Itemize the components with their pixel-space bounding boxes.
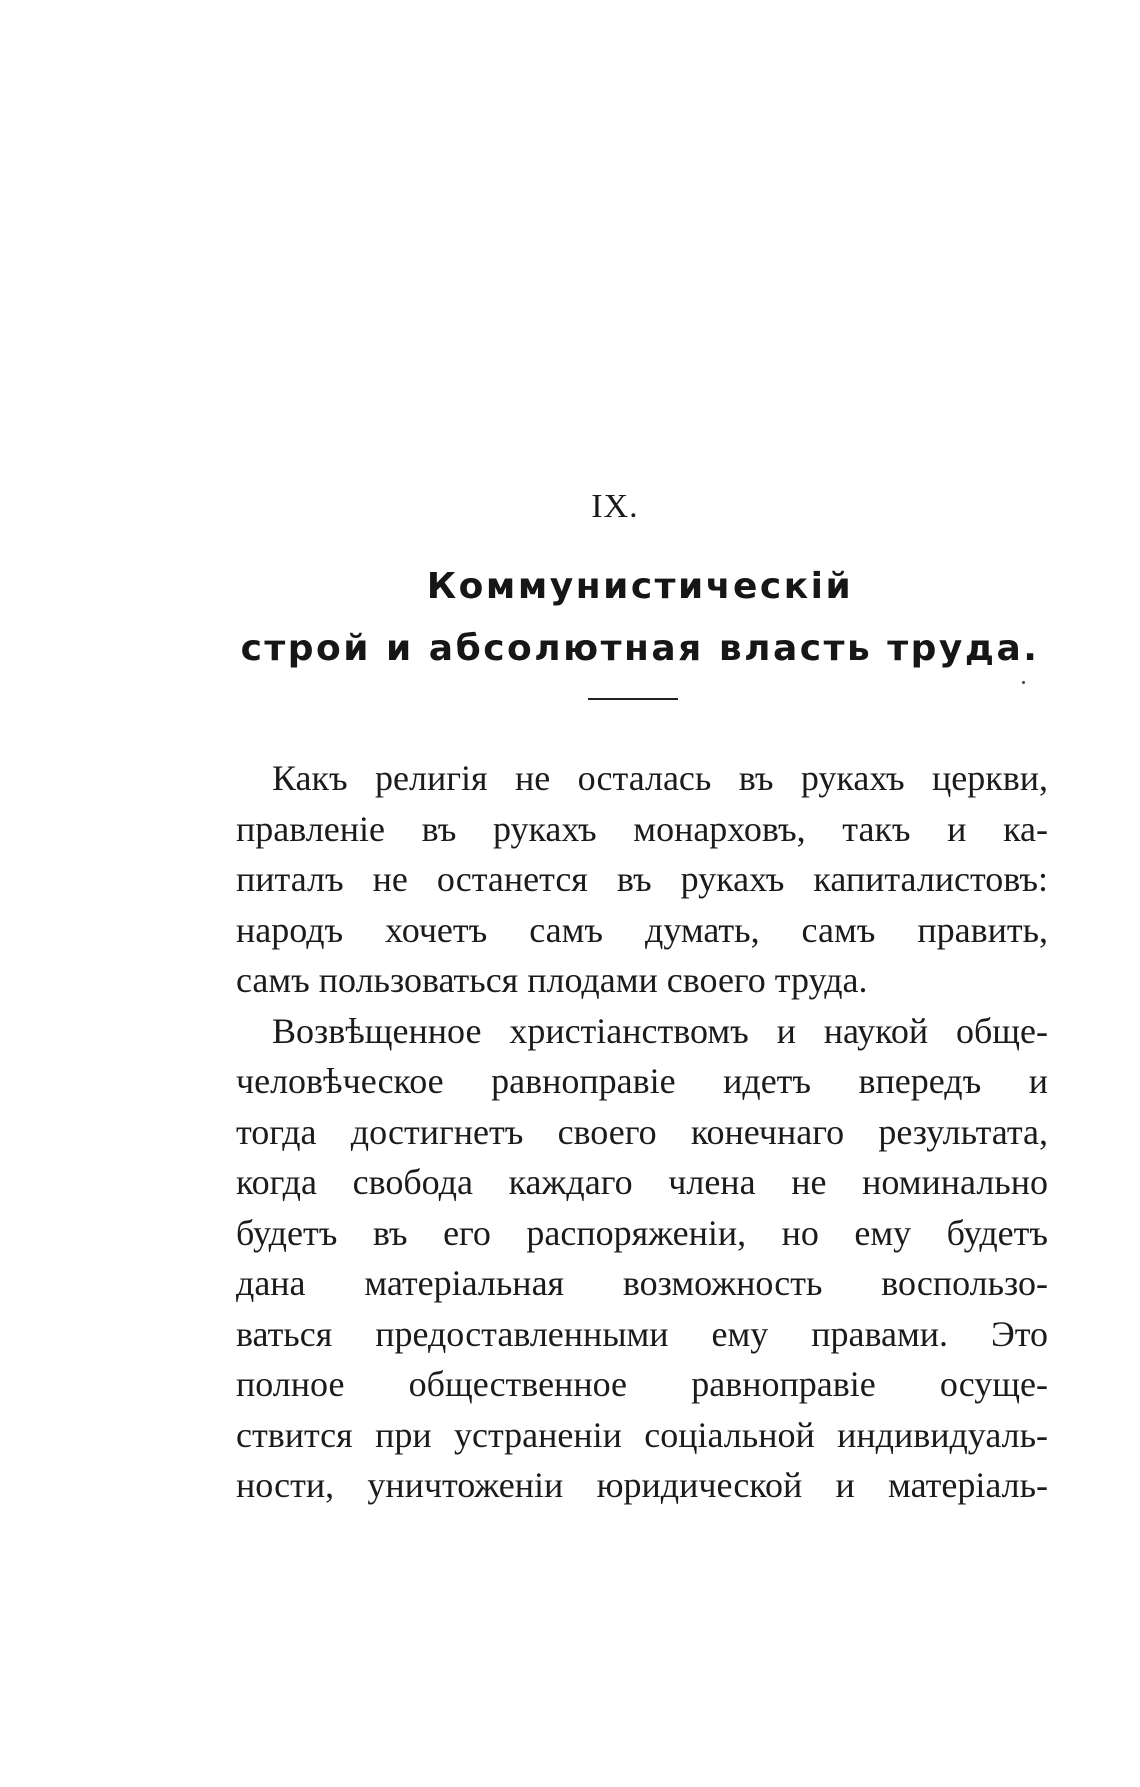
text-line: Возвѣщенное христіанствомъ и наукой обще- [272,1010,1048,1051]
paragraph-2 [236,1006,1048,1511]
text-line: ности, уничтоженіи юридической и матеріаль- [236,1465,1048,1505]
text-line: человѣческое равноправіе идетъ впередъ и [236,1061,1048,1101]
text-line: тогда достигнетъ своего конечнаго результата, [236,1111,1048,1152]
text-line: Какъ религія не осталась въ рукахъ церкви, [272,758,1048,798]
chapter-number: IX. [591,488,639,525]
chapter-title-line-2: строй и абсолютная власть труда. [240,628,1040,669]
text-line: ствится при устраненіи соціальной индивидуаль- [236,1414,1048,1455]
text-line: полное общественное равноправіе осуще- [236,1364,1048,1404]
text-line: дана матеріальная возможность воспользо- [236,1263,1048,1303]
chapter-title-line-1: Коммунистическій [426,566,854,607]
text-line: будетъ въ его распоряженіи, но ему будетъ [236,1212,1048,1253]
chapter-title [230,556,1050,680]
text-line: питалъ не останется въ рукахъ капиталистовъ: [236,859,1048,899]
text-line: когда свобода каждаго члена не номинально [236,1162,1048,1202]
text-line: самъ пользоваться плодами своего труда. [236,960,868,1000]
paragraph-1 [236,753,1048,1006]
text-line: народъ хочетъ самъ думать, самъ править, [236,909,1048,950]
text-line: правленіе въ рукахъ монарховъ, такъ и ка- [236,808,1048,849]
title-divider-rule [588,698,678,700]
text-line: ваться предоставленными ему правами. Это [236,1313,1048,1354]
body-text [236,753,1048,1511]
print-speck [1022,681,1025,684]
